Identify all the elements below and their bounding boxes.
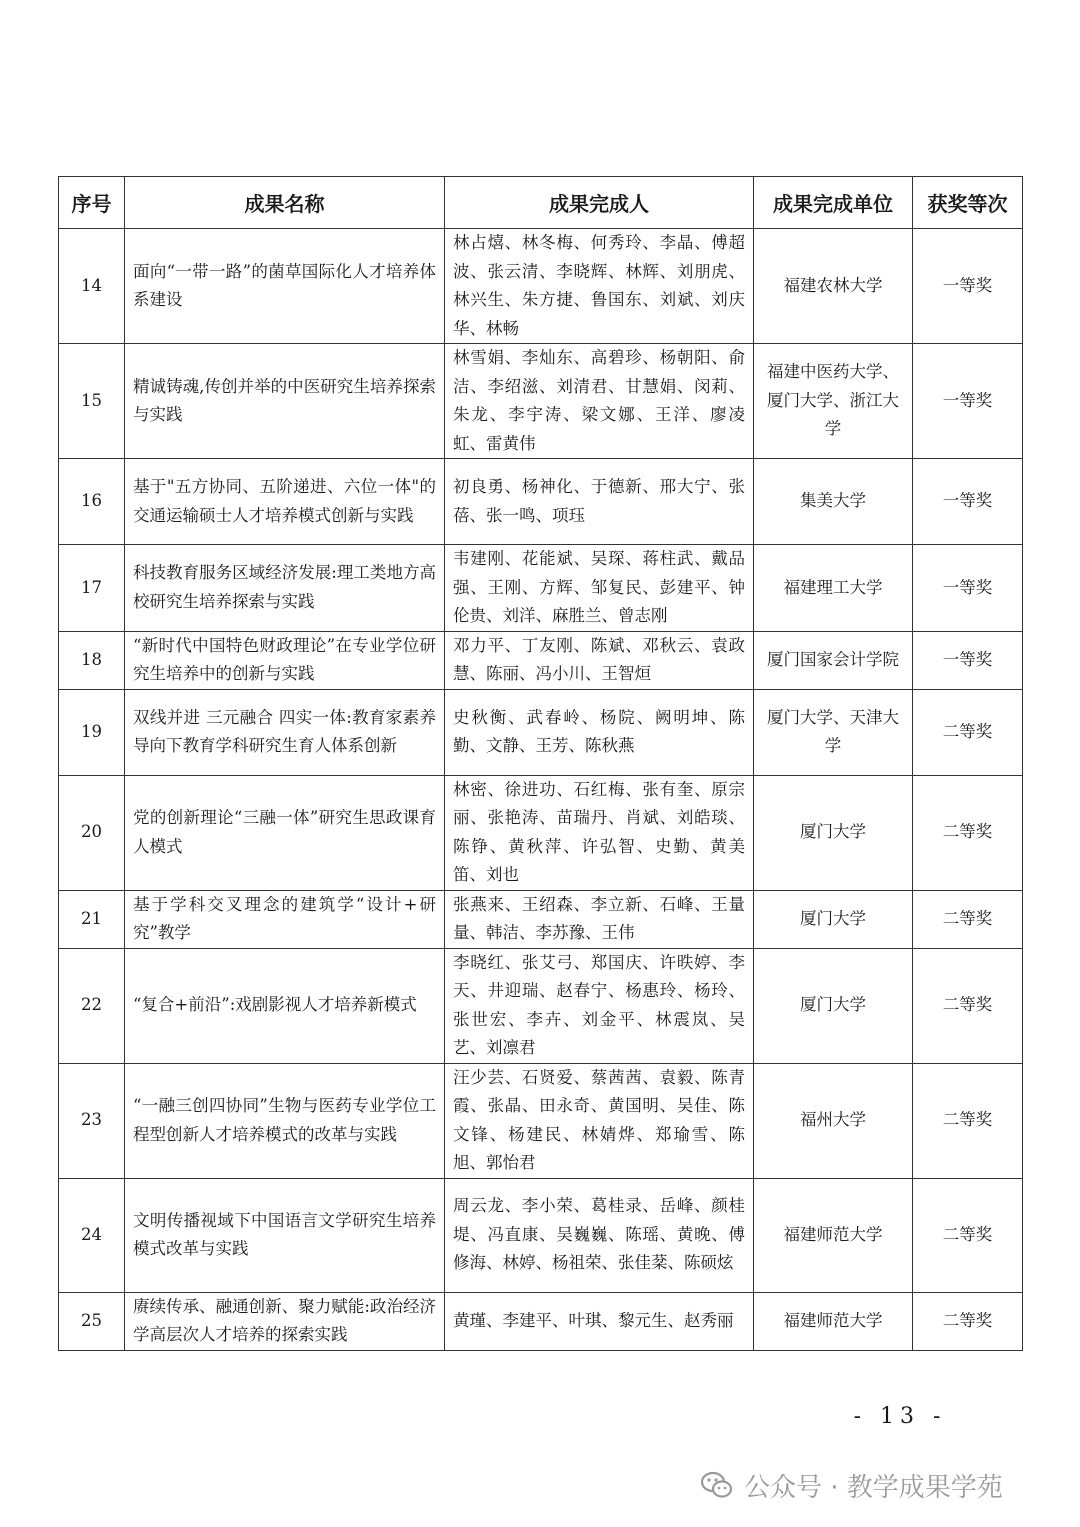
- contributors: 初良勇、杨神化、于德新、邢大宁、张蓓、张一鸣、项珏: [445, 459, 754, 545]
- achievement-name: 基于"五方协同、五阶递进、六位一体"的交通运输硕士人才培养模式创新与实践: [125, 459, 445, 545]
- header-cell: 获奖等次: [913, 177, 1023, 229]
- row-number: 25: [59, 1292, 125, 1350]
- table-row: [59, 229, 1023, 344]
- row-number: 22: [59, 948, 125, 1063]
- achievement-name: 双线并进 三元融合 四实一体:教育家素养导向下教育学科研究生育人体系创新: [125, 689, 445, 775]
- contributors: 邓力平、丁友刚、陈斌、邓秋云、袁政慧、陈丽、冯小川、王智烜: [445, 631, 754, 689]
- award-level: 二等奖: [913, 1063, 1023, 1178]
- awards-table: [58, 176, 1023, 1351]
- institution: 厦门大学: [754, 890, 913, 948]
- award-level: 二等奖: [913, 689, 1023, 775]
- table-row: [59, 1178, 1023, 1292]
- table-row: [59, 689, 1023, 775]
- contributors: 周云龙、李小荣、葛桂录、岳峰、颜桂堤、冯直康、吴巍巍、陈瑶、黄晚、傅修海、林婷、杨祖荣、张佳棻、陈硕炫: [445, 1178, 754, 1292]
- institution: 厦门大学、天津大学: [754, 689, 913, 775]
- contributors: 黄瑾、李建平、叶琪、黎元生、赵秀丽: [445, 1292, 754, 1350]
- award-level: 一等奖: [913, 631, 1023, 689]
- row-number: 24: [59, 1178, 125, 1292]
- table-row: [59, 1292, 1023, 1350]
- row-number: 19: [59, 689, 125, 775]
- award-level: 二等奖: [913, 775, 1023, 890]
- row-number: 23: [59, 1063, 125, 1178]
- institution: 福建师范大学: [754, 1178, 913, 1292]
- achievement-name: 基于学科交叉理念的建筑学“设计+研究”教学: [125, 890, 445, 948]
- contributors: 史秋衡、武春岭、杨院、阙明坤、陈勤、文静、王芳、陈秋燕: [445, 689, 754, 775]
- table-row: [59, 344, 1023, 459]
- watermark-text: 公众号 · 教学成果学苑: [744, 1472, 1003, 1503]
- institution: 福建农林大学: [754, 229, 913, 344]
- institution: 集美大学: [754, 459, 913, 545]
- table-row: [59, 948, 1023, 1063]
- row-number: 17: [59, 545, 125, 632]
- contributors: 林雪娟、李灿东、高碧珍、杨朝阳、俞洁、李绍滋、刘清君、甘慧娟、闵莉、朱龙、李宇涛、梁文娜、王洋、廖凌虹、雷黄伟: [445, 344, 754, 459]
- contributors: 韦建刚、花能斌、吴琛、蒋柱武、戴品强、王刚、方辉、邹复民、彭建平、钟伦贵、刘洋、麻胜兰、曾志刚: [445, 545, 754, 632]
- row-number: 14: [59, 229, 125, 344]
- achievement-name: “新时代中国特色财政理论”在专业学位研究生培养中的创新与实践: [125, 631, 445, 689]
- row-number: 18: [59, 631, 125, 689]
- table-row: [59, 631, 1023, 689]
- header-cell: 成果名称: [125, 177, 445, 229]
- institution: 福建中医药大学、厦门大学、浙江大学: [754, 344, 913, 459]
- row-number: 16: [59, 459, 125, 545]
- contributors: 林密、徐进功、石红梅、张有奎、原宗丽、张艳涛、苗瑞丹、肖斌、刘皓琰、陈铮、黄秋萍、许弘智、史勤、黄美笛、刘也: [445, 775, 754, 890]
- contributors: 汪少芸、石贤爱、蔡茜茜、袁毅、陈青霞、张晶、田永奇、黄国明、吴佳、陈文锋、杨建民、林婧烨、郑瑜雪、陈旭、郭怡君: [445, 1063, 754, 1178]
- contributors: 李晓红、张艾弓、郑国庆、许昳婷、李天、井迎瑞、赵春宁、杨惠玲、杨玲、张世宏、李卉、刘金平、林震岚、吴艺、刘凛君: [445, 948, 754, 1063]
- header-cell: 序号: [59, 177, 125, 229]
- wechat-icon: [700, 1470, 734, 1500]
- award-level: 一等奖: [913, 229, 1023, 344]
- award-level: 二等奖: [913, 890, 1023, 948]
- award-level: 一等奖: [913, 459, 1023, 545]
- achievement-name: 科技教育服务区域经济发展:理工类地方高校研究生培养探索与实践: [125, 545, 445, 632]
- table-row: [59, 459, 1023, 545]
- header-cell: 成果完成单位: [754, 177, 913, 229]
- watermark: [700, 1465, 1003, 1505]
- achievement-name: 文明传播视域下中国语言文学研究生培养模式改革与实践: [125, 1178, 445, 1292]
- contributors: 张燕来、王绍森、李立新、石峰、王量量、韩洁、李苏豫、王伟: [445, 890, 754, 948]
- row-number: 20: [59, 775, 125, 890]
- award-level: 一等奖: [913, 545, 1023, 632]
- header-cell: 成果完成人: [445, 177, 754, 229]
- achievement-name: 面向“一带一路”的菌草国际化人才培养体系建设: [125, 229, 445, 344]
- institution: 厦门大学: [754, 948, 913, 1063]
- contributors: 林占熺、林冬梅、何秀玲、李晶、傅超波、张云清、李晓辉、林辉、刘朋虎、林兴生、朱方捷、鲁国东、刘斌、刘庆华、林畅: [445, 229, 754, 344]
- achievement-name: “复合+前沿”:戏剧影视人才培养新模式: [125, 948, 445, 1063]
- row-number: 21: [59, 890, 125, 948]
- page-number: - 13 -: [853, 1404, 947, 1429]
- row-number: 15: [59, 344, 125, 459]
- header-row: [59, 177, 1023, 229]
- institution: 福州大学: [754, 1063, 913, 1178]
- award-level: 一等奖: [913, 344, 1023, 459]
- award-level: 二等奖: [913, 1178, 1023, 1292]
- table-row: [59, 775, 1023, 890]
- achievement-name: “一融三创四协同”生物与医药专业学位工程型创新人才培养模式的改革与实践: [125, 1063, 445, 1178]
- award-level: 二等奖: [913, 1292, 1023, 1350]
- award-level: 二等奖: [913, 948, 1023, 1063]
- table-row: [59, 890, 1023, 948]
- achievement-name: 精诚铸魂,传创并举的中医研究生培养探索与实践: [125, 344, 445, 459]
- achievement-name: 党的创新理论“三融一体”研究生思政课育人模式: [125, 775, 445, 890]
- institution: 厦门大学: [754, 775, 913, 890]
- table-row: [59, 1063, 1023, 1178]
- institution: 福建理工大学: [754, 545, 913, 632]
- institution: 厦门国家会计学院: [754, 631, 913, 689]
- institution: 福建师范大学: [754, 1292, 913, 1350]
- table-row: [59, 545, 1023, 632]
- achievement-name: 赓续传承、融通创新、聚力赋能:政治经济学高层次人才培养的探索实践: [125, 1292, 445, 1350]
